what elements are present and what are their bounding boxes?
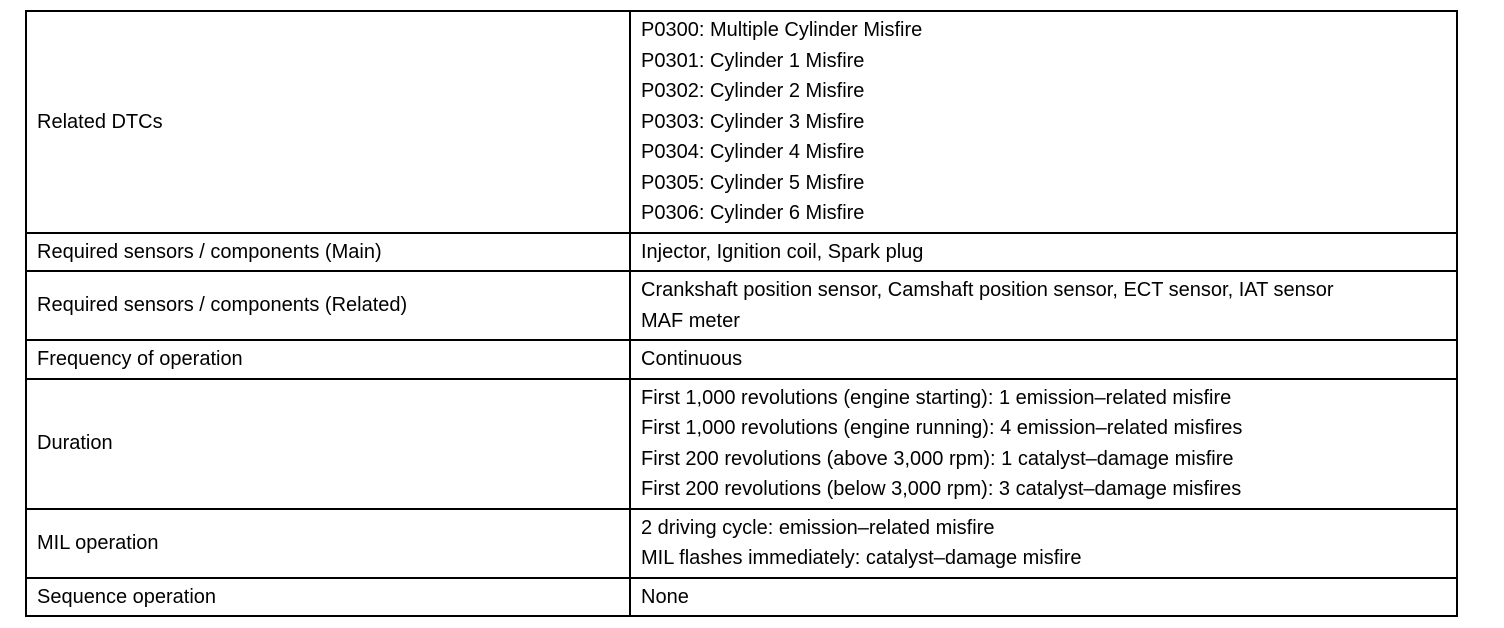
value-line: Injector, Ignition coil, Spark plug (641, 240, 924, 263)
label-cell (26, 578, 630, 617)
row-label: Required sensors / components (Main) (37, 240, 382, 263)
label-cell (26, 379, 630, 509)
row-label: Related DTCs (37, 110, 163, 133)
dtc-line: P0304: Cylinder 4 Misfire (641, 141, 865, 163)
value-cell (630, 271, 1457, 340)
label-cell (26, 340, 630, 379)
row-label: Frequency of operation (37, 348, 243, 370)
table-row-related-components (26, 271, 1457, 340)
value-cell (630, 11, 1457, 233)
table-row-sequence-operation (26, 578, 1457, 617)
label-cell (26, 271, 630, 340)
value-line: None (641, 585, 689, 608)
table-row-related-dtcs (26, 11, 1457, 233)
label-cell (26, 509, 630, 578)
label-cell (26, 233, 630, 272)
row-label: Duration (37, 432, 113, 455)
value-line: Continuous (641, 348, 743, 370)
value-line: MAF meter (641, 309, 740, 332)
dtc-line: P0302: Cylinder 2 Misfire (641, 80, 865, 102)
value-line: 2 driving cycle: emission–related misfire (641, 516, 995, 539)
dtc-line: P0305: Cylinder 5 Misfire (641, 171, 865, 194)
dtc-line: P0306: Cylinder 6 Misfire (641, 202, 865, 224)
value-line: MIL flashes immediately: catalyst–damage misfire (641, 547, 1082, 569)
dtc-line: P0303: Cylinder 3 Misfire (641, 110, 865, 133)
table-row-duration (26, 379, 1457, 509)
spec-table (25, 10, 1458, 617)
label-cell (26, 11, 630, 233)
value-cell (630, 379, 1457, 509)
value-line: First 200 revolutions (above 3,000 rpm): 1 catalyst–damage misfire (641, 447, 1234, 470)
table-row-main-components (26, 233, 1457, 272)
row-label: Sequence operation (37, 585, 217, 608)
value-cell (630, 340, 1457, 379)
row-label: Required sensors / components (Related) (37, 294, 408, 317)
value-line: First 1,000 revolutions (engine running): 4 emission–related misfires (641, 417, 1243, 439)
value-line: First 1,000 revolutions (engine starting): 1 emission–related misfire (641, 386, 1232, 409)
value-line: First 200 revolutions (below 3,000 rpm): 3 catalyst–damage misfires (641, 478, 1242, 500)
dtc-line: P0300: Multiple Cylinder Misfire (641, 19, 923, 41)
value-line: Crankshaft position sensor, Camshaft position sensor, ECT sensor, IAT sensor (641, 279, 1334, 301)
table-row-frequency (26, 340, 1457, 379)
row-label: MIL operation (37, 531, 159, 554)
dtc-line: P0301: Cylinder 1 Misfire (641, 49, 865, 72)
value-cell (630, 578, 1457, 617)
table-row-mil-operation (26, 509, 1457, 578)
value-cell (630, 509, 1457, 578)
value-cell (630, 233, 1457, 272)
